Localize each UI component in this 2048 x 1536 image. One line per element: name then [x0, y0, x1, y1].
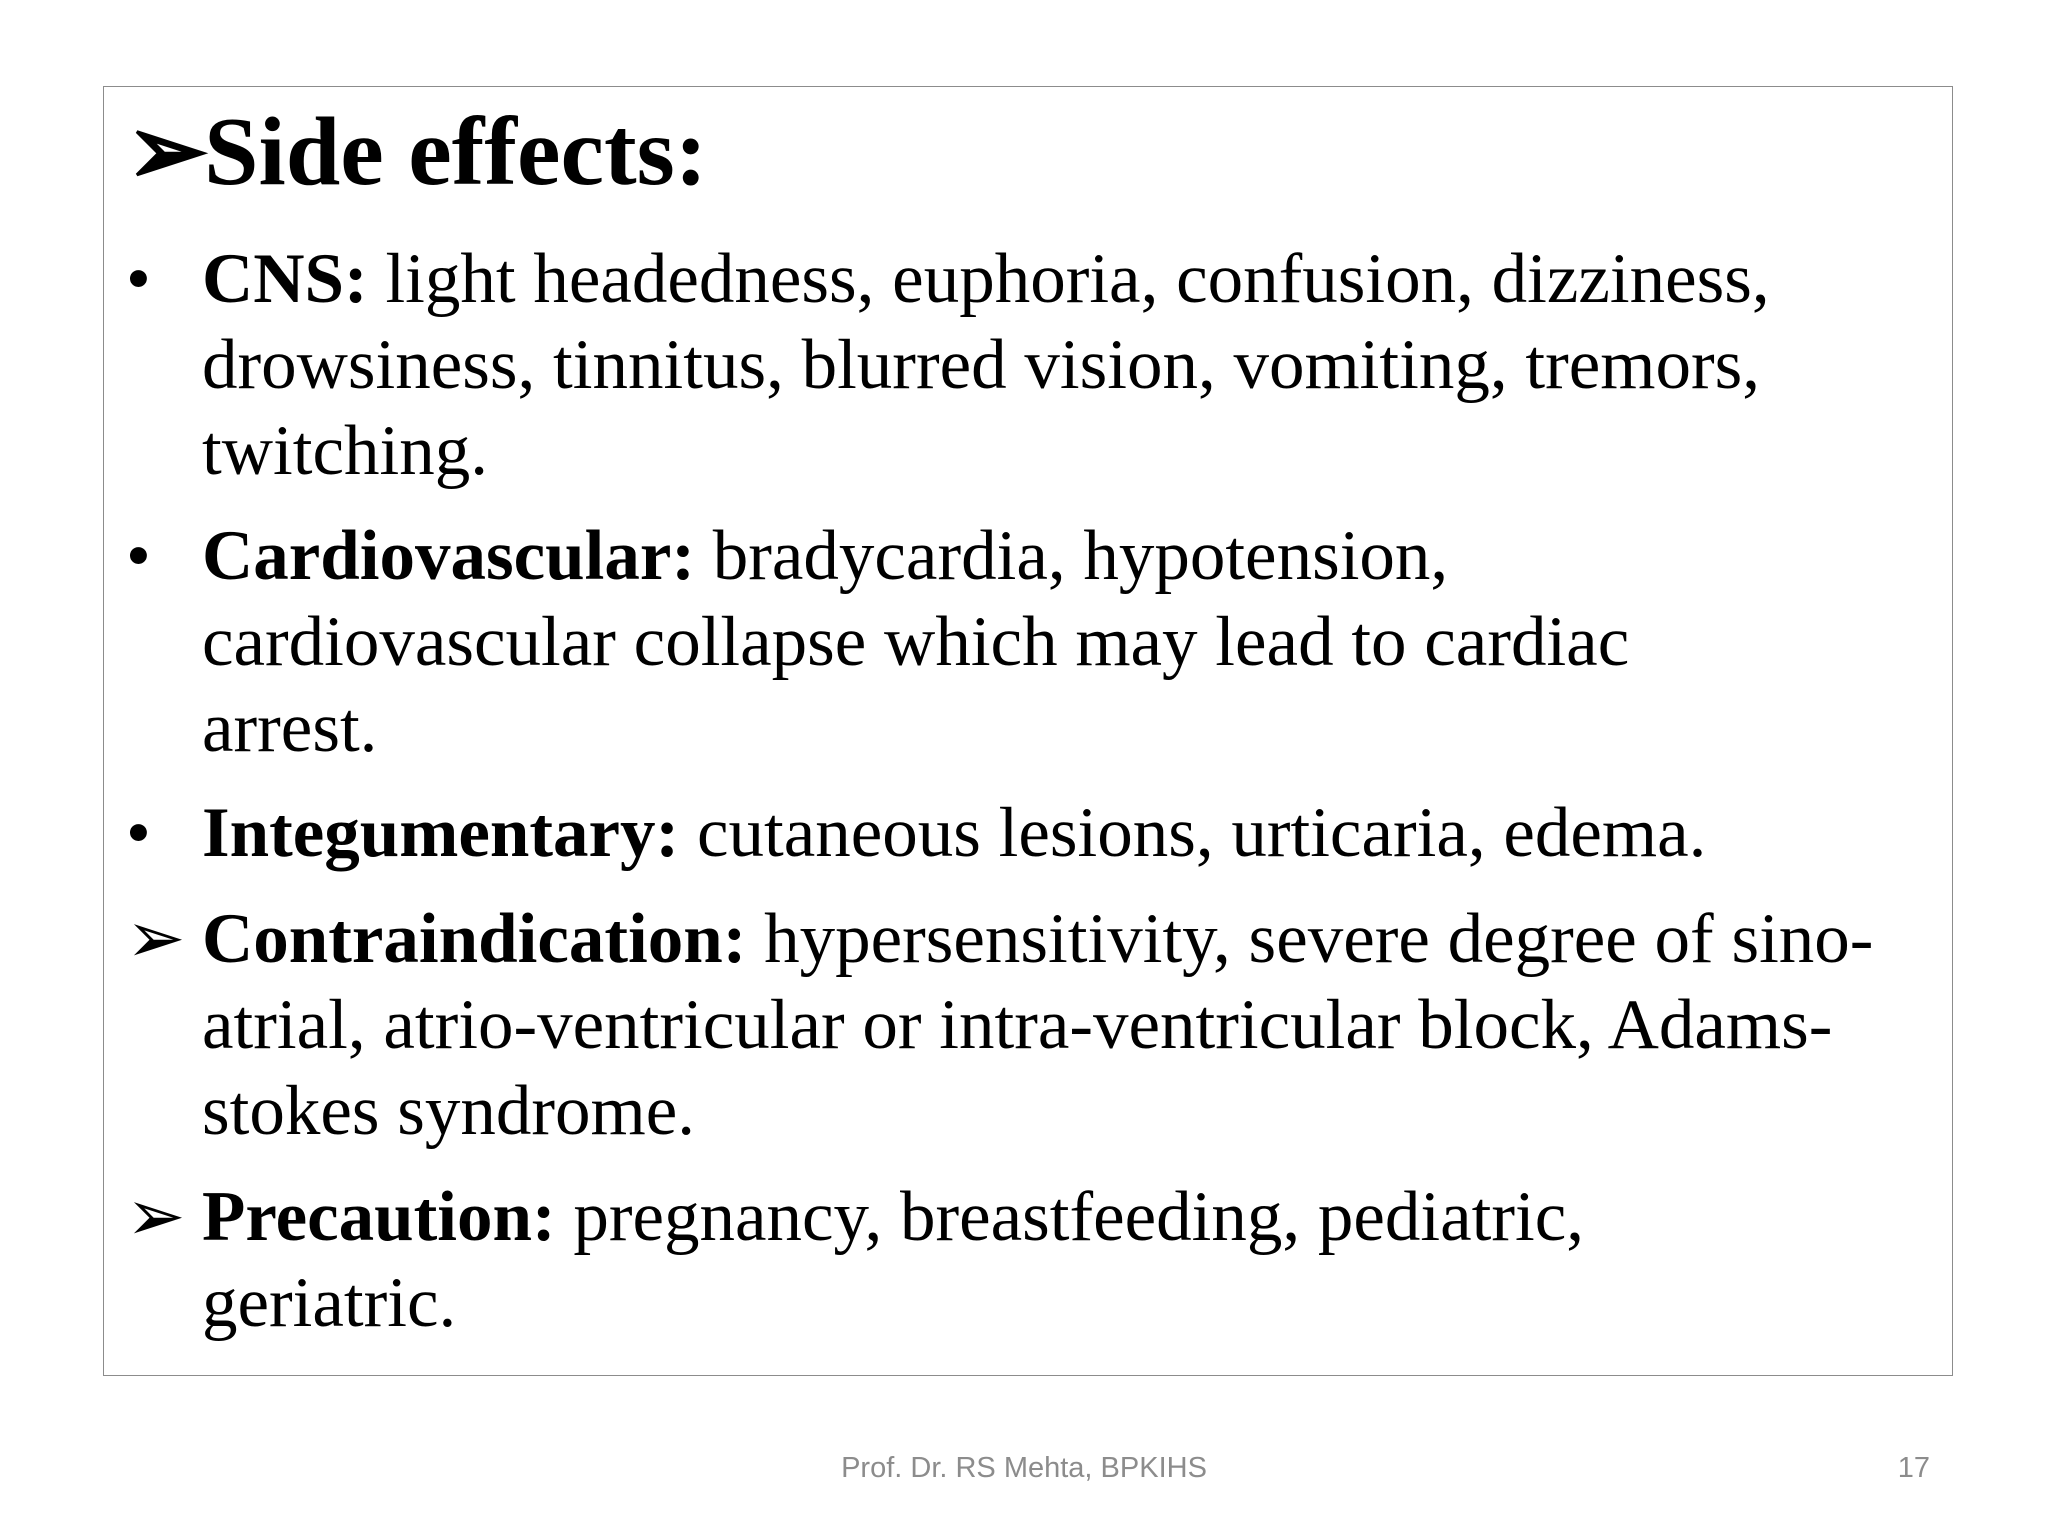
bullet-item-label: CNS:: [202, 240, 368, 318]
slide-heading-text: Side effects:: [204, 98, 708, 206]
bullet-item-label: Cardiovascular:: [202, 517, 696, 595]
bullet-item-body: cutaneous lesions, urticaria, edema.: [679, 794, 1707, 872]
slide-heading: [126, 96, 707, 209]
bullet-icon: •: [126, 794, 151, 872]
arrow-bullet-icon: ➢: [126, 98, 209, 206]
page-number: 17: [1897, 1452, 1930, 1484]
bullet-item-text: [202, 1174, 1822, 1346]
bullet-item-text: [202, 236, 1822, 494]
bullet-item-label: Integumentary:: [202, 794, 680, 872]
bullet-item-body: hypersensitivity, severe degree of sino-atrial, atrio-ventricular or intra-ventricular block, Adams-stokes syndrome.: [202, 900, 1874, 1150]
bullet-item-body: bradycardia, hypotension, cardiovascular collapse which may lead to cardiac arrest.: [202, 517, 1630, 767]
bullet-icon: •: [126, 517, 151, 595]
bullet-item-text: [202, 513, 1822, 771]
bullet-item-label: Contraindication:: [202, 900, 747, 978]
footer-credit: Prof. Dr. RS Mehta, BPKIHS: [841, 1452, 1207, 1484]
arrow-bullet-icon: ➢: [126, 900, 186, 978]
bullet-icon: •: [126, 240, 151, 318]
bullet-item-text: [202, 790, 1982, 876]
bullet-item-body: light headedness, euphoria, confusion, dizziness, drowsiness, tinnitus, blurred vision, vomiting, tremors, twitching.: [202, 240, 1770, 490]
bullet-item-label: Precaution:: [202, 1178, 556, 1256]
arrow-bullet-icon: ➢: [126, 1178, 186, 1256]
bullet-item-text: [202, 896, 1992, 1154]
bullet-item-body: pregnancy, breastfeeding, pediatric, geriatric.: [202, 1178, 1584, 1342]
